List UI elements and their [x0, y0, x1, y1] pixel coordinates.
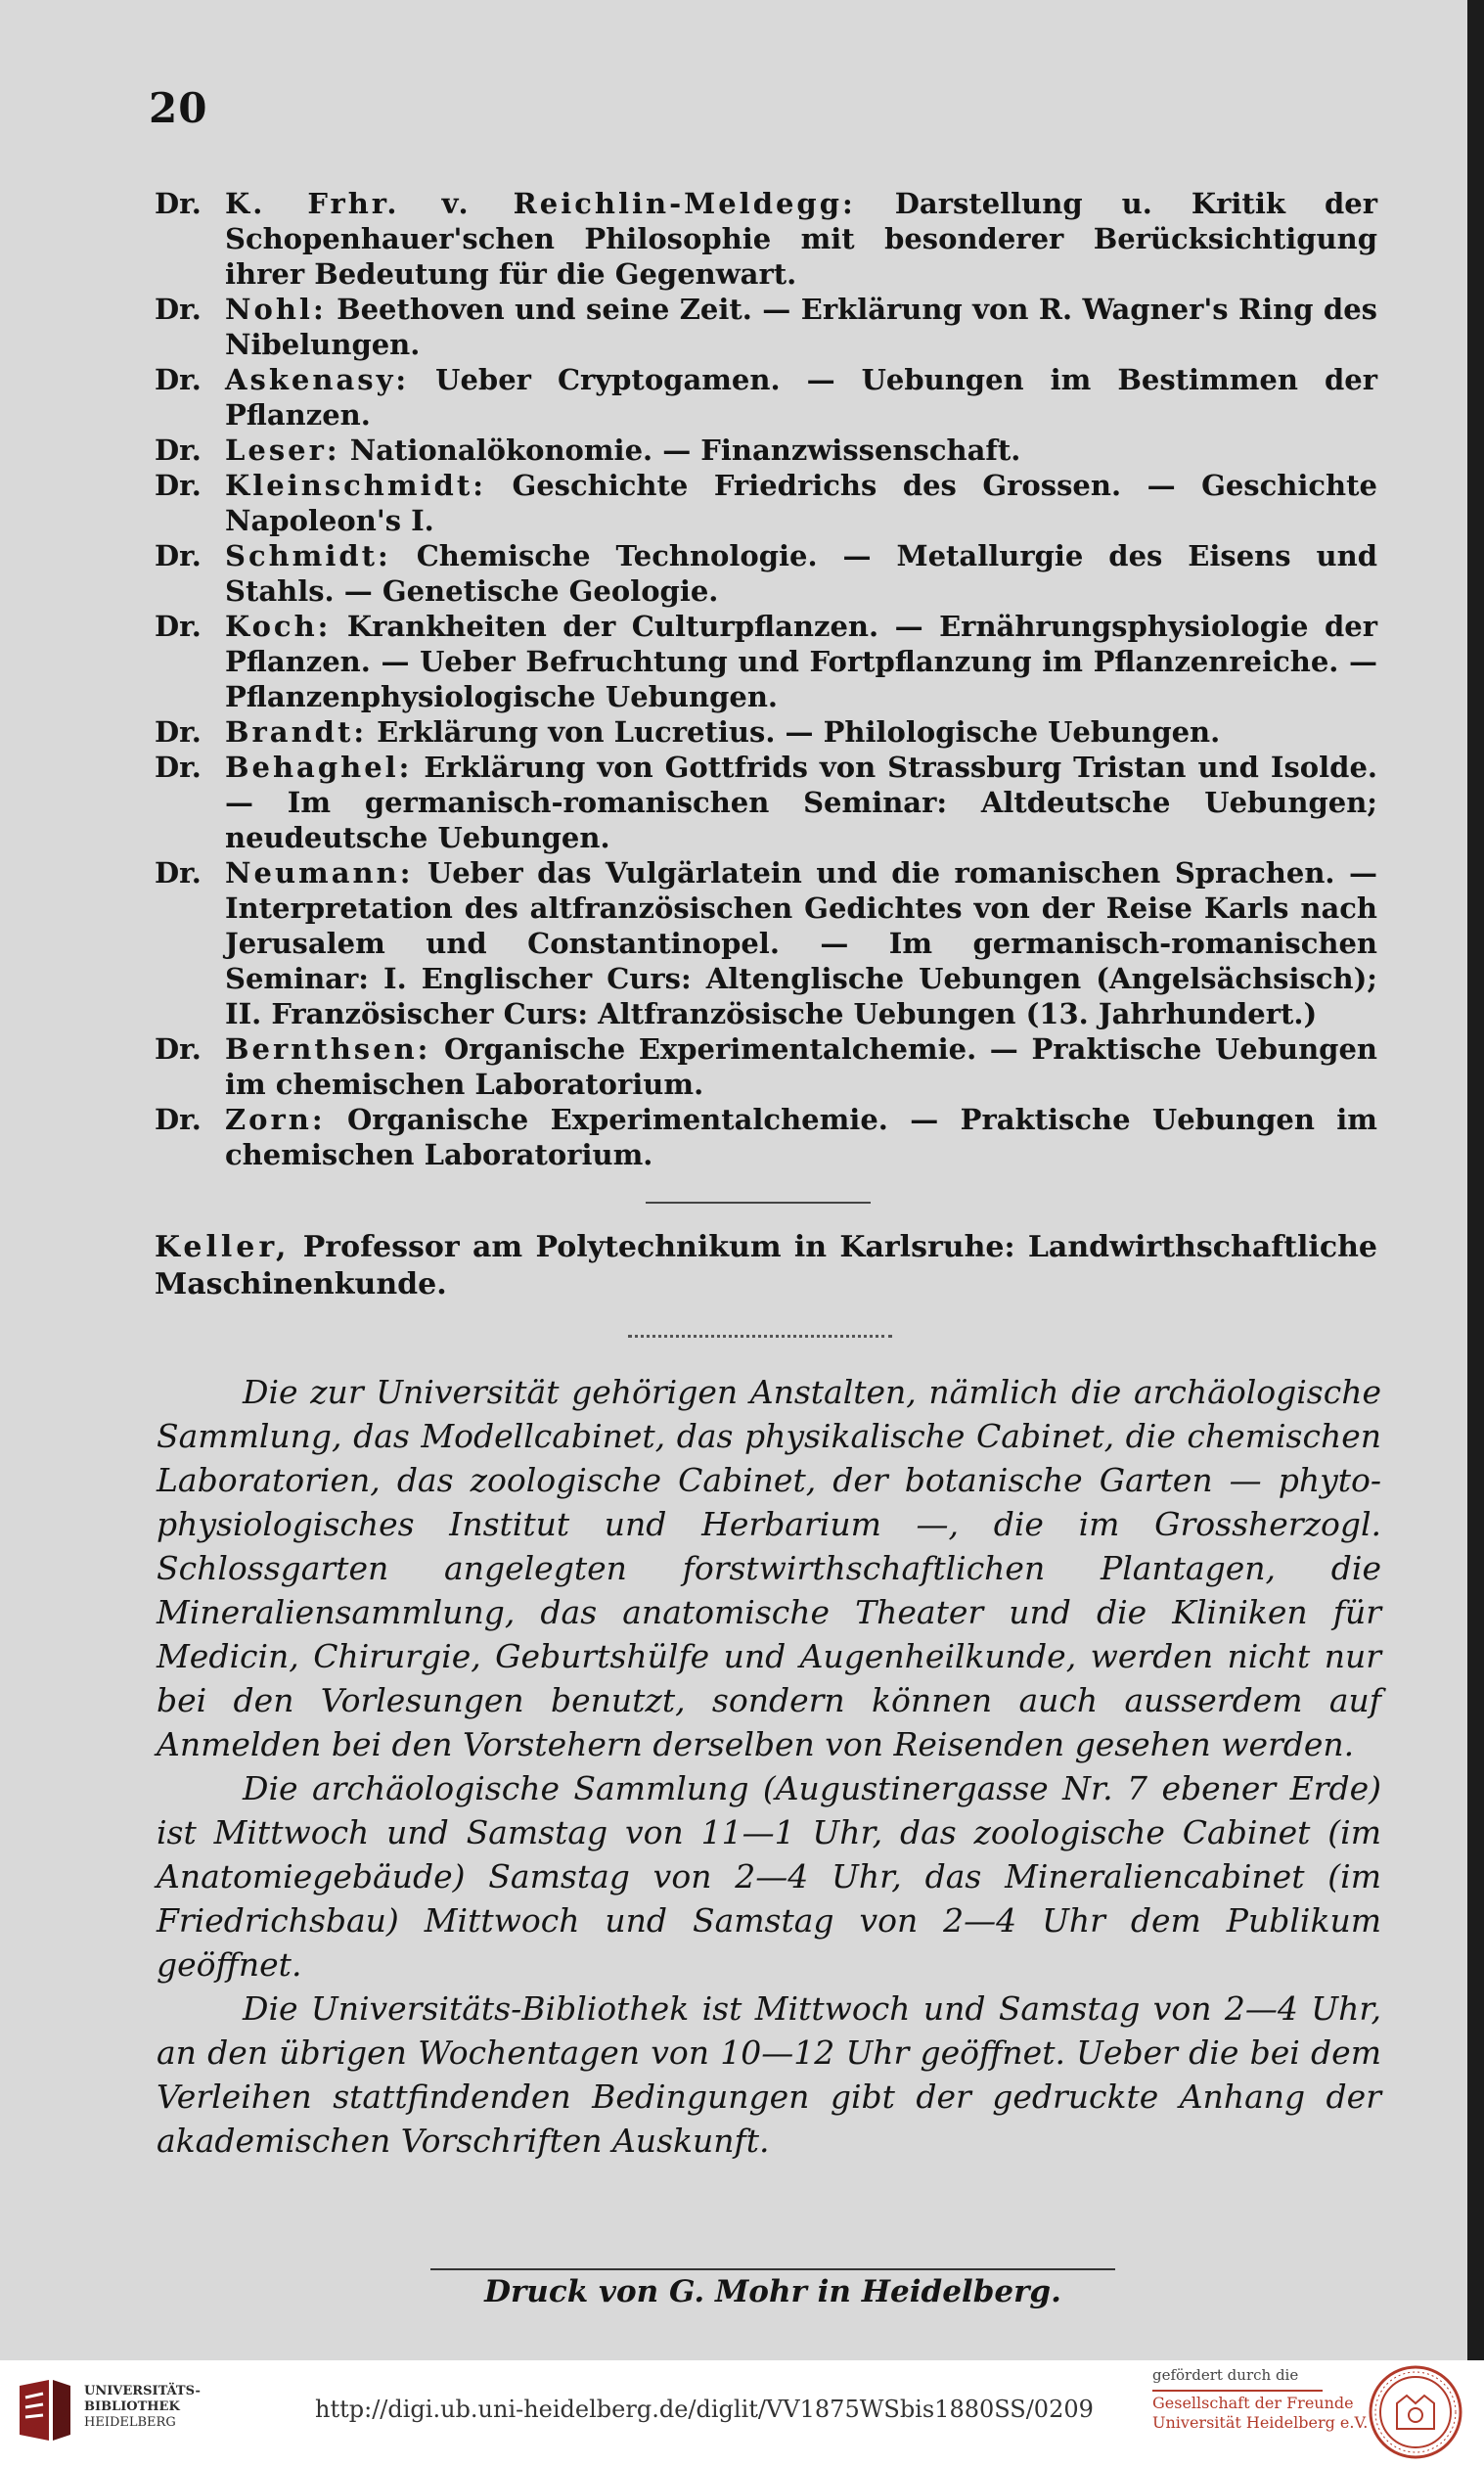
entry-title: Dr.: [155, 751, 202, 784]
lecture-entry: [155, 468, 1377, 538]
lecture-entry: [155, 855, 1377, 1031]
lecturer-name: Neumann:: [225, 856, 414, 890]
lecture-topics: Erklärung von Gottfrids von Strassburg Tristan und Isolde. — Im germanisch-romanischen Seminar: Altdeutsche Uebungen; neudeutsche Uebungen.: [225, 751, 1377, 854]
entry-title: Dr.: [155, 293, 202, 326]
keller-entry: [155, 1229, 1377, 1303]
entry-title: Dr.: [155, 539, 202, 572]
notes-paragraph: Die zur Universität gehörigen Anstalten, nämlich die archäologische Sammlung, das Modellcabinet, das physikalische Cabinet, die chemischen Laboratorien, das zoologische Cabinet, der botanische Garten — phyto-physiologisches Institut und Herbarium —, die im Grossherzogl. Schlossgarten angelegten forstwirthschaftlichen Plantagen, die Mineraliensammlung, das anatomische Theater und die Kliniken für Medicin, Chirurgie, Geburtshülfe und Augenheilkunde, werden nicht nur bei den Vorlesungen benutzt, sondern können auch ausserdem auf Anmelden bei den Vorstehern derselben von Reisenden gesehen werden.: [157, 1373, 1381, 1763]
lecture-entry: [155, 292, 1377, 362]
entry-title: Dr.: [155, 1032, 202, 1066]
lecture-entry: [155, 433, 1377, 468]
lecture-topics: Darstellung u. Kritik der Schopenhauer'schen Philosophie mit besonderer Berücksichtigung ihrer Bedeutung für die Gegenwart.: [225, 187, 1377, 291]
lecturer-name: Kleinschmidt:: [225, 469, 486, 502]
page-edge-shadow: [1467, 0, 1484, 2360]
notes-paragraph: Die Universitäts-Bibliothek ist Mittwoch und Samstag von 2—4 Uhr, an den übrigen Wochentagen von 10—12 Uhr geöffnet. Ueber die bei dem Verleihen stattfindenden Bedingungen gibt der gedruckte Anhang der akademischen Vorschriften Auskunft.: [157, 1989, 1381, 2160]
lecture-topics: Nationalökonomie. — Finanzwissenschaft.: [349, 434, 1021, 467]
lecturer-name: Keller,: [155, 1230, 291, 1264]
lecture-topics: Professor am Polytechnikum in Karlsruhe: Landwirthschaftliche Maschinenkunde.: [155, 1230, 1377, 1302]
library-name-line: HEIDELBERG: [84, 2415, 176, 2430]
entry-title: Dr.: [155, 363, 202, 396]
lecturer-name: Brandt:: [225, 715, 368, 749]
lecture-entry: [155, 1031, 1377, 1102]
lecture-topics: Geschichte Friedrichs des Grossen. — Geschichte Napoleon's I.: [225, 469, 1377, 537]
lecturer-name: Behaghel:: [225, 751, 413, 784]
library-name: [84, 2384, 201, 2431]
section-divider: [646, 1202, 871, 1204]
entry-title: Dr.: [155, 187, 202, 220]
lecturer-name: Schmidt:: [225, 539, 391, 572]
library-name-line: UNIVERSITÄTS-: [84, 2384, 201, 2398]
lecture-topics: Erklärung von Lucretius. — Philologische Uebungen.: [377, 715, 1221, 749]
entry-title: Dr.: [155, 856, 202, 890]
entry-title: Dr.: [155, 1103, 202, 1136]
lecture-topics: Krankheiten der Culturpflanzen. — Ernährungsphysiologie der Pflanzen. — Ueber Befruchtung und Fortpflanzung im Pflanzenreiche. — Pflanzenphysiologische Uebungen.: [225, 610, 1377, 713]
lecturer-name: Nohl:: [225, 293, 327, 326]
sponsor-rule: [1152, 2390, 1323, 2392]
lecturer-name: K. Frhr. v. Reichlin-Meldegg:: [225, 187, 856, 220]
lecture-topics: Beethoven und seine Zeit. — Erklärung von R. Wagner's Ring des Nibelungen.: [225, 293, 1377, 361]
lecturer-name: Koch:: [225, 610, 332, 643]
lecturer-name: Leser:: [225, 434, 340, 467]
lecture-list: [155, 186, 1377, 1172]
lecturer-name: Bernthsen:: [225, 1032, 431, 1066]
dotted-divider: [628, 1335, 892, 1338]
institutions-notes: [157, 1370, 1381, 2163]
lecture-entry: [155, 538, 1377, 609]
library-logo-icon: [14, 2378, 76, 2446]
page-number: 20: [149, 84, 208, 132]
entry-title: Dr.: [155, 469, 202, 502]
lecture-entry: [155, 1102, 1377, 1172]
entry-title: Dr.: [155, 715, 202, 749]
printer-imprint: Druck von G. Mohr in Heidelberg.: [484, 2274, 1061, 2309]
permalink-url[interactable]: http://digi.ub.uni-heidelberg.de/diglit/VV1875WSbis1880SS/0209: [315, 2396, 1094, 2423]
lecturer-name: Zorn:: [225, 1103, 326, 1136]
university-seal-icon: [1368, 2364, 1463, 2460]
library-name-line: BIBLIOTHEK: [84, 2399, 180, 2414]
lecture-entry: [155, 186, 1377, 292]
lecture-entry: [155, 750, 1377, 855]
lecture-topics: Ueber Cryptogamen. — Uebungen im Bestimmen der Pflanzen.: [225, 363, 1377, 432]
entry-title: Dr.: [155, 610, 202, 643]
entry-title: Dr.: [155, 434, 202, 467]
lecture-entry: [155, 609, 1377, 714]
lecture-topics: Ueber das Vulgärlatein und die romanischen Sprachen. — Interpretation des altfranzösischen Gedichtes von der Reise Karls nach Jerusalem und Constantinopel. — Im germanisch-romanischen Seminar: I. Englischer Curs: Altenglische Uebungen (Angelsächsisch); II. Französischer Curs: Altfranzösische Uebungen (13. Jahrhundert.): [225, 856, 1377, 1030]
lecturer-name: Askenasy:: [225, 363, 410, 396]
lecture-entry: [155, 362, 1377, 433]
lecture-topics: Organische Experimentalchemie. — Praktische Uebungen im chemischen Laboratorium.: [225, 1032, 1377, 1101]
sponsor-name-line: Universität Heidelberg e.V.: [1152, 2413, 1369, 2432]
lecture-topics: Chemische Technologie. — Metallurgie des Eisens und Stahls. — Genetische Geologie.: [225, 539, 1377, 608]
imprint-rule: [430, 2268, 1115, 2270]
notes-paragraph: Die archäologische Sammlung (Augustinergasse Nr. 7 ebener Erde) ist Mittwoch und Samstag von 11—1 Uhr, das zoologische Cabinet (im Anatomiegebäude) Samstag von 2—4 Uhr, das Mineraliencabinet (im Friedrichsbau) Mittwoch und Samstag von 2—4 Uhr dem Publikum geöffnet.: [157, 1769, 1381, 1984]
lecture-topics: Organische Experimentalchemie. — Praktische Uebungen im chemischen Laboratorium.: [225, 1103, 1377, 1171]
sponsor-name: [1152, 2394, 1368, 2433]
sponsor-label: gefördert durch die: [1152, 2366, 1299, 2384]
lecture-entry: [155, 714, 1377, 750]
sponsor-name-line: Gesellschaft der Freunde: [1152, 2394, 1354, 2412]
